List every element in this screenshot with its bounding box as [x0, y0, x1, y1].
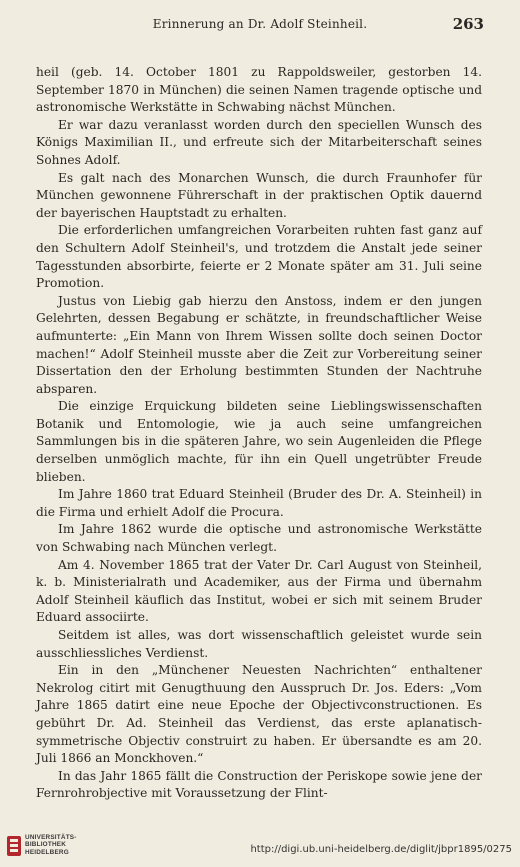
paragraph-1: heil (geb. 14. October 1801 zu Rappoldsweiler, gestorben 14. September 1870 in München) die seinen Namen tragende optische und astronomische Werkstätte in Schwabing nächst München.: [36, 65, 482, 115]
page-number: 263: [452, 15, 484, 33]
paragraph-10: Seitdem ist alles, was dort wissenschaftlich geleistet wurde sein ausschliessliches Verdienst.: [36, 628, 482, 660]
running-title: Erinnerung an Dr. Adolf Steinheil.: [152, 17, 368, 31]
body-text: [36, 64, 482, 803]
paragraph-4: Die erforderlichen umfangreichen Vorarbeiten ruhten fast ganz auf den Schultern Adolf Steinheil's, und trotzdem die Anstalt jede seiner Tagesstunden absorbirte, feierte er 2 Monate später am 31. Juli seine Promotion.: [36, 223, 482, 291]
paragraph-9: Am 4. November 1865 trat der Vater Dr. Carl August von Steinheil, k. b. Ministerialrath und Academiker, aus der Firma und übernahm Adolf Steinheil käuflich das Institut, wobei er sich mit seinem Bruder Eduard associirte.: [36, 557, 482, 625]
library-name: UNIVERSITÄTS- BIBLIOTHEK HEIDELBERG: [25, 834, 77, 856]
source-url-link[interactable]: http://digi.ub.uni-heidelberg.de/diglit/jbpr1895/0275: [250, 844, 512, 855]
paragraph-2: Er war dazu veranlasst worden durch den speciellen Wunsch des Königs Maximilian II., und erfreute sich der Mitarbeiterschaft seines Sohnes Adolf.: [36, 117, 482, 167]
library-logo[interactable]: [6, 831, 77, 865]
paragraph-7: Im Jahre 1860 trat Eduard Steinheil (Bruder des Dr. A. Steinheil) in die Firma und erhielt Adolf die Procura.: [36, 487, 482, 519]
footer: [0, 827, 520, 867]
paragraph-5: Justus von Liebig gab hierzu den Anstoss, indem er den jungen Gelehrten, dessen Begabung er schätzte, in freundschaftlicher Weise aufmunterte: „Ein Mann von Ihrem Wissen sollte doch seinen Doctor machen!“ Adolf Steinheil musste aber die Zeit zur Vorbereitung seiner Dissertation den der Erholung bestimmten Stunden der Nachtruhe absparen.: [36, 293, 482, 396]
paragraph-6: Die einzige Erquickung bildeten seine Lieblingswissenschaften Botanik und Entomologie, wie ja auch seine umfangreichen Sammlungen bis in die späteren Jahre, wo sein Augenleiden die Pflege derselben unmöglich machte, für ihn ein Quell ungetrübter Freude blieben.: [36, 399, 482, 484]
library-seal-icon: [6, 835, 22, 857]
paragraph-12: In das Jahr 1865 fällt die Construction der Periskope sowie jene der Fernrohrobjective mit Voraussetzung der Flint-: [36, 768, 482, 801]
paragraph-11: Ein in den „Münchener Neuesten Nachrichten“ enthaltener Nekrolog citirt mit Genugthuung den Ausspruch Dr. Jos. Eders: „Vom Jahre 1865 datirt eine neue Epoche der Objectivconstructionen. Es gebührt Dr. Ad. Steinheil das Verdienst, das erste aplanatisch-symmetrische Objectiv construirt zu haben. Er übersandte es am 20. Juli 1866 an Monckhoven.“: [36, 663, 482, 766]
running-head: [36, 16, 484, 36]
paragraph-3: Es galt nach des Monarchen Wunsch, die durch Fraunhofer für München gewonnene Führerschaft in der praktischen Optik dauernd der bayerischen Hauptstadt zu erhalten.: [36, 170, 482, 220]
paragraph-8: Im Jahre 1862 wurde die optische und astronomische Werkstätte von Schwabing nach München verlegt.: [36, 522, 482, 555]
